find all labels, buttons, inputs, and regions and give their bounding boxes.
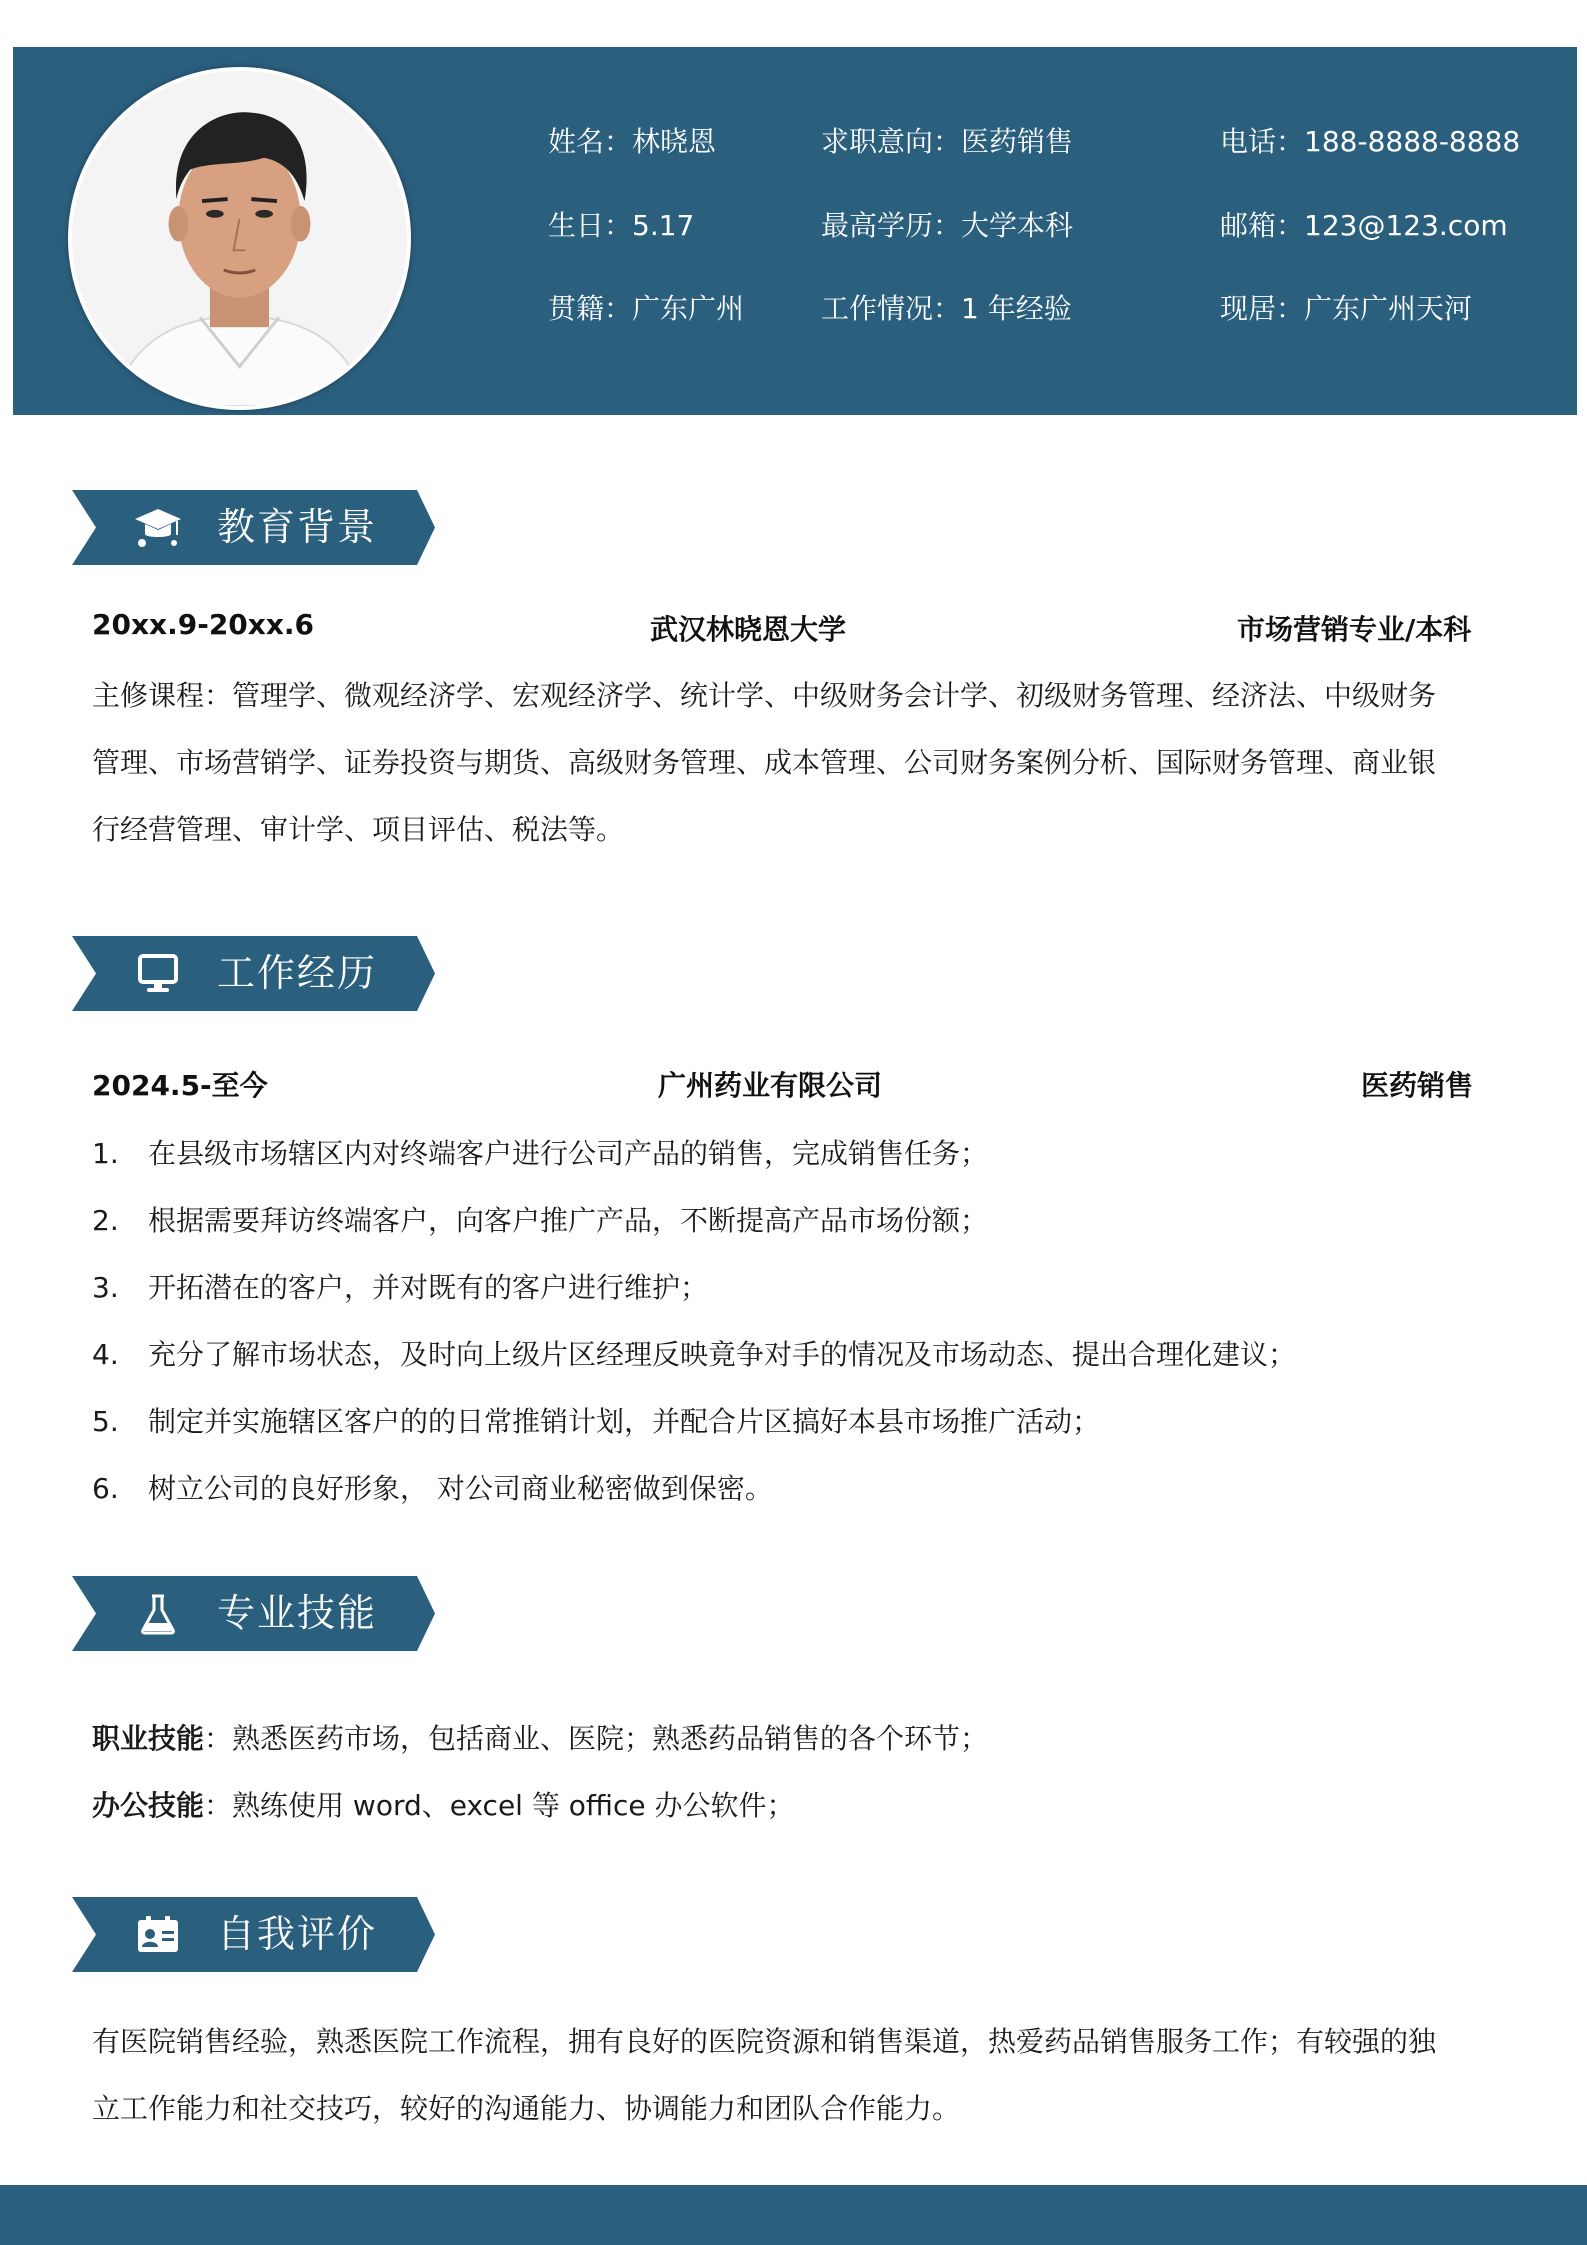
list-text: 根据需要拜访终端客户，向客户推广产品，不断提高产品市场份额； [148,1204,989,1237]
info-name [548,120,716,160]
info-birthday-label: 生日： [548,209,633,242]
list-text: 充分了解市场状态，及时向上级片区经理反映竟争对手的情况及市场动态、提出合理化建议； [148,1338,1297,1371]
info-email-value: 123@123.com [1304,209,1508,242]
info-work-label: 工作情况： [821,292,962,325]
info-name-label: 姓名： [548,125,633,158]
list-number: 6. [92,1472,119,1505]
info-residence-label: 现居： [1220,292,1305,325]
info-email [1220,204,1508,244]
list-text: 在县级市场辖区内对终端客户进行公司产品的销售，完成销售任务； [148,1137,989,1170]
work-period: 2024.5-至今 [92,1069,268,1102]
work-company: 广州药业有限公司 [658,1069,883,1102]
self-eval-line2: 立工作能力和社交技巧，较好的沟通能力、协调能力和团队合作能力。 [92,2092,961,2125]
header-band [13,47,1577,415]
self-eval-text [92,2008,1492,2142]
info-phone [1220,120,1520,160]
section-title-work: 工作经历 [217,951,378,995]
skill-office-text: ：熟练使用 word、excel 等 office 办公软件； [204,1789,795,1822]
list-number: 5. [92,1405,119,1438]
info-work [821,287,1072,327]
info-residence-value: 广东广州天河 [1304,292,1473,325]
info-origin-value: 广东广州 [632,292,745,325]
self-eval-line1: 有医院销售经验，熟悉医院工作流程，拥有良好的医院资源和销售渠道，热爱药品销售服务工作；有较强的独 [92,2025,1437,2058]
work-duty-item [92,1132,988,1172]
info-intent [821,120,1073,160]
education-major: 市场营销专业/本科 [1237,613,1472,646]
education-courses-line1: 主修课程：管理学、微观经济学、宏观经济学、统计学、中级财务会计学、初级财务管理、经济法、中级财务 [92,679,1437,712]
section-title-education: 教育背景 [217,505,378,549]
skill-professional-label: 职业技能 [92,1722,205,1755]
education-period: 20xx.9-20xx.6 [92,608,315,641]
work-position: 医药销售 [1361,1069,1474,1102]
skill-office [92,1784,794,1824]
info-birthday-value: 5.17 [632,209,695,242]
list-number: 1. [92,1137,119,1170]
info-phone-label: 电话： [1220,125,1305,158]
info-phone-value: 188-8888-8888 [1304,125,1521,158]
list-number: 2. [92,1204,119,1237]
info-work-value: 1 年经验 [961,292,1072,325]
monitor-icon [134,953,182,995]
section-title-skills: 专业技能 [217,1591,378,1635]
section-title-self-eval: 自我评价 [217,1912,378,1956]
education-school: 武汉林晓恩大学 [650,613,847,646]
education-courses [92,662,1492,863]
skill-office-label: 办公技能 [92,1789,205,1822]
work-duty-item [92,1199,988,1239]
skill-professional-text: ：熟悉医药市场，包括商业、医院；熟悉药品销售的各个环节； [204,1722,989,1755]
list-text: 树立公司的良好形象， 对公司商业秘密做到保密。 [148,1472,773,1505]
info-name-value: 林晓恩 [632,125,717,158]
info-intent-value: 医药销售 [961,125,1074,158]
info-email-label: 邮箱： [1220,209,1305,242]
info-origin [548,287,744,327]
info-education-label: 最高学历： [821,209,962,242]
info-education-value: 大学本科 [961,209,1074,242]
list-number: 4. [92,1338,119,1371]
education-courses-line3: 行经营管理、审计学、项目评估、税法等。 [92,813,625,846]
work-duty-item [92,1333,1296,1373]
info-origin-label: 贯籍： [548,292,633,325]
section-header-work [72,936,435,1011]
flask-icon [134,1593,182,1635]
id-card-icon [134,1914,182,1956]
list-text: 开拓潜在的客户，并对既有的客户进行维护； [148,1271,709,1304]
graduation-cap-icon [134,507,182,549]
info-education [821,204,1073,244]
skill-professional [92,1717,988,1757]
education-courses-line2: 管理、市场营销学、证券投资与期货、高级财务管理、成本管理、公司财务案例分析、国际财务管理、商业银 [92,746,1437,779]
info-birthday [548,204,694,244]
work-duty-item [92,1400,1100,1440]
list-number: 3. [92,1271,119,1304]
info-intent-label: 求职意向： [821,125,962,158]
footer-band [0,2185,1587,2245]
section-header-education [72,490,435,565]
section-header-self-eval [72,1897,435,1972]
work-duty-item [92,1467,773,1507]
portrait-illustration [72,71,407,406]
section-header-skills [72,1576,435,1651]
portrait-photo [68,67,411,410]
info-residence [1220,287,1472,327]
list-text: 制定并实施辖区客户的的日常推销计划，并配合片区搞好本县市场推广活动； [148,1405,1101,1438]
work-duty-item [92,1266,708,1306]
